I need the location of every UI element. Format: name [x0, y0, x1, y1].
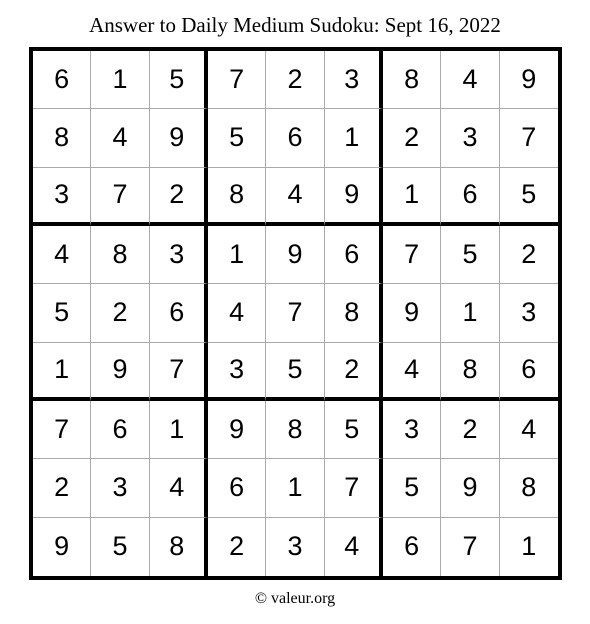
sudoku-cell: 1 — [150, 401, 208, 459]
sudoku-cell: 7 — [150, 343, 208, 401]
sudoku-cell: 8 — [208, 168, 266, 226]
sudoku-cell: 4 — [150, 459, 208, 517]
sudoku-cell: 7 — [441, 518, 499, 576]
sudoku-cell: 6 — [325, 226, 383, 284]
sudoku-cell: 6 — [441, 168, 499, 226]
sudoku-cell: 1 — [325, 109, 383, 167]
sudoku-cell: 1 — [383, 168, 441, 226]
sudoku-cell: 8 — [266, 401, 324, 459]
sudoku-cell: 7 — [208, 51, 266, 109]
sudoku-cell: 7 — [91, 168, 149, 226]
sudoku-cell: 3 — [266, 518, 324, 576]
sudoku-cell: 2 — [500, 226, 558, 284]
sudoku-cell: 5 — [33, 284, 91, 342]
sudoku-cell: 4 — [441, 51, 499, 109]
sudoku-cell: 4 — [500, 401, 558, 459]
sudoku-cell: 1 — [91, 51, 149, 109]
sudoku-cell: 6 — [208, 459, 266, 517]
sudoku-cell: 1 — [266, 459, 324, 517]
sudoku-cell: 8 — [150, 518, 208, 576]
sudoku-cell: 5 — [441, 226, 499, 284]
sudoku-cell: 4 — [33, 226, 91, 284]
sudoku-cell: 3 — [150, 226, 208, 284]
sudoku-cell: 6 — [150, 284, 208, 342]
sudoku-cell: 1 — [208, 226, 266, 284]
sudoku-cell: 1 — [521, 531, 537, 562]
sudoku-cell: 8 — [33, 109, 91, 167]
sudoku-cell: 9 — [325, 168, 383, 226]
sudoku-cell: 5 — [266, 343, 324, 401]
sudoku-cell: 9 — [208, 401, 266, 459]
sudoku-cell: 5 — [91, 518, 149, 576]
sudoku-cell: 9 — [91, 343, 149, 401]
sudoku-cell: 8 — [500, 459, 558, 517]
sudoku-cell: 3 — [325, 51, 383, 109]
sudoku-cell: 3 — [208, 343, 266, 401]
sudoku-cell: 5 — [383, 459, 441, 517]
sudoku-cell: 9 — [33, 518, 91, 576]
sudoku-cell: 9 — [266, 226, 324, 284]
sudoku-cell: 4 — [325, 518, 383, 576]
sudoku-cell: 6 — [500, 343, 558, 401]
sudoku-board — [29, 47, 562, 580]
sudoku-cell: 5 — [208, 109, 266, 167]
sudoku-cell: 5 — [500, 168, 558, 226]
sudoku-cell: 2 — [441, 401, 499, 459]
sudoku-cell: 9 — [441, 459, 499, 517]
sudoku-cell: 7 — [500, 109, 558, 167]
sudoku-cell: 7 — [266, 284, 324, 342]
sudoku-cell: 1 — [441, 284, 499, 342]
sudoku-cell: 8 — [325, 284, 383, 342]
sudoku-cell: 7 — [383, 226, 441, 284]
sudoku-cell: 9 — [383, 284, 441, 342]
sudoku-cell: 4 — [383, 343, 441, 401]
sudoku-cell: 4 — [91, 109, 149, 167]
sudoku-cell: 7 — [325, 459, 383, 517]
sudoku-cell: 4 — [208, 284, 266, 342]
sudoku-cell: 2 — [325, 343, 383, 401]
credit-text: © valeur.org — [254, 590, 336, 607]
sudoku-cell: 7 — [33, 401, 91, 459]
sudoku-cell: 3 — [91, 459, 149, 517]
sudoku-cell: 6 — [33, 51, 91, 109]
sudoku-cell: 2 — [383, 109, 441, 167]
sudoku-cell: 3 — [383, 401, 441, 459]
sudoku-cell: 3 — [33, 168, 91, 226]
sudoku-cell: 2 — [91, 284, 149, 342]
sudoku-cell: 9 — [500, 51, 558, 109]
sudoku-cell: 1 — [33, 343, 91, 401]
sudoku-cell: 3 — [441, 109, 499, 167]
sudoku-cell: 9 — [150, 109, 208, 167]
sudoku-cell: 2 — [150, 168, 208, 226]
sudoku-cell: 2 — [33, 459, 91, 517]
sudoku-cell: 2 — [266, 51, 324, 109]
sudoku-cell: 5 — [150, 51, 208, 109]
sudoku-cell: 3 — [500, 284, 558, 342]
sudoku-cell: 5 — [325, 401, 383, 459]
sudoku-cell: 6 — [91, 401, 149, 459]
sudoku-cell: 8 — [91, 226, 149, 284]
sudoku-cell: 2 — [208, 518, 266, 576]
sudoku-cell: 8 — [383, 51, 441, 109]
sudoku-cell: 6 — [266, 109, 324, 167]
sudoku-cell: 8 — [441, 343, 499, 401]
sudoku-cell: 4 — [266, 168, 324, 226]
puzzle-title: Answer to Daily Medium Sudoku: Sept 16, 2022 — [89, 13, 501, 37]
sudoku-cell: 6 — [383, 518, 441, 576]
